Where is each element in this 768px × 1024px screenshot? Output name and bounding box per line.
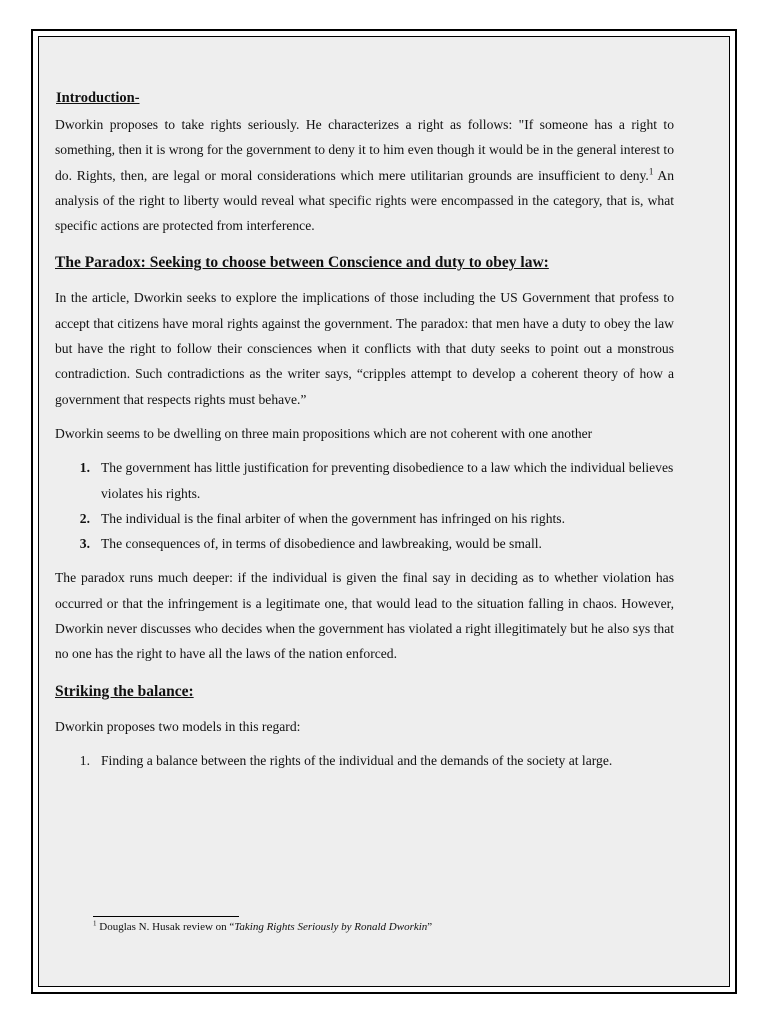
paradox-paragraph-1: In the article, Dworkin seeks to explore the implications of those including the US Government that profess to accept that citizens have moral rights against the government. The paradox: that men have a duty to obey the law but have the right to follow their consciences when it conflicts with that duty seeks to point out a monstrous contradiction. Such contradictions as the writer says, “cripples attempt to develop a coherent theory of how a government that respects rights must behave.” <box>55 290 674 407</box>
list-text: The consequences of, in terms of disobedience and lawbreaking, would be small. <box>101 536 542 552</box>
paradox-paragraph-3: The paradox runs much deeper: if the individual is given the final say in deciding as to whether violation has occurred or that the infringement is a legitimate one, that would lead to the situation falling in chaos. However, Dworkin never discusses who decides when the government has violated a right illegitimately but he also sys that no one has the right to have all the laws of the nation enforced. <box>55 570 674 662</box>
intro-heading: Introduction- <box>56 90 140 106</box>
footnote-title: Taking Rights Seriously by Ronald Dworkin <box>234 921 428 933</box>
list-number: 1. <box>79 752 90 768</box>
list-text: The government has little justification for preventing disobedience to a law which the individual believes violates his rights. <box>101 460 674 501</box>
list-text: Finding a balance between the rights of the individual and the demands of the society at large. <box>101 752 613 768</box>
intro-text-b: An analysis of the right to liberty would reveal what specific rights were encompassed in the category, that is, what specific actions are protected from interference. <box>55 167 674 234</box>
footnote-separator <box>93 916 239 917</box>
intro-text-a: Dworkin proposes to take rights seriously. He characterizes a right as follows: "If someone has a right to something, then it is wrong for the government to deny it to him even though it would be in the general interest to do. Rights, then, are legal or moral considerations which mere utilitarian grounds are insufficient to deny. <box>55 117 674 183</box>
list-item <box>55 748 674 773</box>
paradox-heading: The Paradox: Seeking to choose between Conscience and duty to obey law: <box>55 254 549 272</box>
list-text: The individual is the final arbiter of when the government has infringed on his rights. <box>101 510 565 526</box>
document-body <box>55 54 674 773</box>
propositions-list <box>55 455 674 556</box>
models-list <box>55 748 674 773</box>
footnote-text: Douglas N. Husak review on “ <box>96 921 235 933</box>
paradox-paragraph-2: Dworkin seems to be dwelling on three main propositions which are not coherent with one another <box>55 425 593 441</box>
list-number: 2. <box>79 510 90 526</box>
list-number: 3. <box>79 536 90 552</box>
list-number: 1. <box>79 460 90 476</box>
list-item <box>55 531 674 556</box>
list-item <box>55 455 674 506</box>
list-item <box>55 506 674 531</box>
balance-heading: Striking the balance: <box>55 682 194 700</box>
balance-paragraph-1: Dworkin proposes two models in this regard: <box>55 718 301 734</box>
intro-paragraph <box>55 112 674 238</box>
footnote-mark: 1 <box>93 919 97 928</box>
footnote <box>93 920 432 934</box>
footnote-reference: 1 <box>648 166 654 177</box>
footnote-close: ” <box>427 921 433 933</box>
